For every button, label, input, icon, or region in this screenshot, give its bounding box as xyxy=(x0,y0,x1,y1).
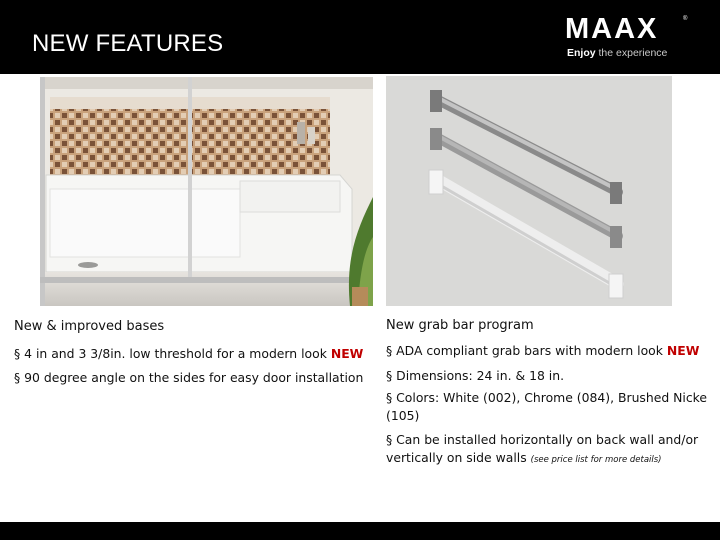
grab-bar-bullet-1 xyxy=(386,342,699,360)
logo-wordmark: MAAX xyxy=(565,13,659,45)
new-highlight: NEW xyxy=(330,346,364,361)
bases-bullet-2-text: 90 degree angle on the sides for easy door installation xyxy=(24,370,364,385)
grab-bar-bullet-3-line1: Colors: White (002), Chrome (084), Brushed Nicke xyxy=(396,390,708,405)
bullet-glyph: § xyxy=(386,432,393,447)
shower-base-photo xyxy=(40,77,373,306)
grab-bar-bullet-1-text: ADA compliant grab bars with modern look xyxy=(396,343,667,358)
grab-bars-photo xyxy=(386,76,672,306)
grab-bar-heading: New grab bar program xyxy=(386,318,534,333)
tagline-bold: Enjoy xyxy=(567,47,596,59)
bases-bullet-2 xyxy=(14,369,363,387)
grab-bar-bullet-4 xyxy=(386,431,698,469)
grab-bar-bullet-2-text: Dimensions: 24 in. & 18 in. xyxy=(396,368,565,383)
grab-bar-bullet-3-line2: (105) xyxy=(386,408,420,423)
bases-bullet-1 xyxy=(14,345,363,363)
grab-bar-bullet-4-line2: vertically on side walls xyxy=(386,450,531,465)
bullet-glyph: § xyxy=(386,390,393,405)
grab-bar-bullet-4-line1: Can be installed horizontally on back wall and/or xyxy=(396,432,699,447)
shower-base-illustration xyxy=(40,77,373,306)
footer-bar xyxy=(0,522,720,540)
logo-tagline xyxy=(567,47,667,59)
header-bar xyxy=(0,0,720,74)
bases-bullet-1-text: 4 in and 3 3/8in. low threshold for a modern look xyxy=(24,346,331,361)
grab-bar-bullet-2 xyxy=(386,367,564,385)
price-list-note: (see price list for more details) xyxy=(530,455,662,465)
bullet-glyph: § xyxy=(14,370,21,385)
bullet-glyph: § xyxy=(386,343,393,358)
bullet-glyph: § xyxy=(14,346,21,361)
bases-heading: New & improved bases xyxy=(14,319,165,334)
grab-bars-illustration xyxy=(386,76,672,306)
bullet-glyph: § xyxy=(386,368,393,383)
maax-logo xyxy=(565,14,687,64)
tagline-rest: the experience xyxy=(595,47,668,59)
page-title: NEW FEATURES xyxy=(32,30,224,57)
grab-bar-bullet-3 xyxy=(386,389,720,425)
new-highlight: NEW xyxy=(666,343,700,358)
logo-registered-mark: ® xyxy=(683,16,688,22)
